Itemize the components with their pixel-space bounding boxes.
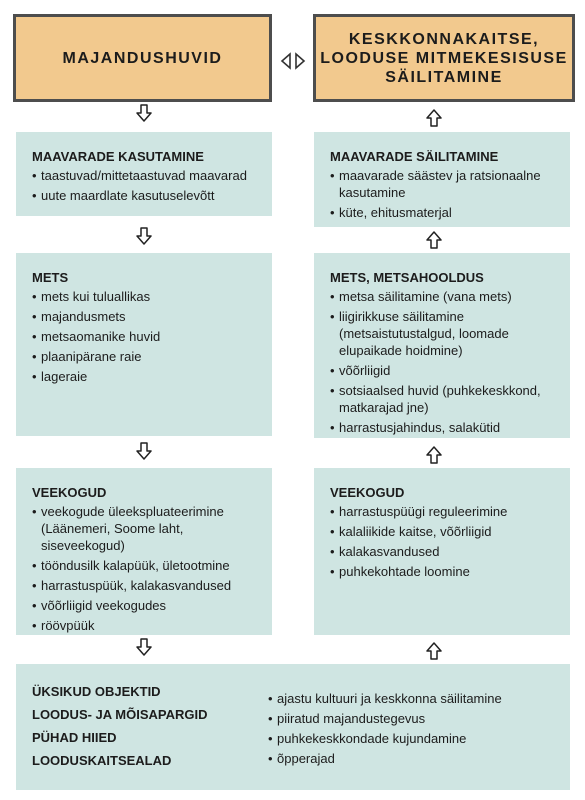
box-mineral-preservation [314,132,570,227]
box-title: VEEKOGUD [330,485,405,500]
list-item: • kalaliikide kaitse, võõrliigid [330,523,560,540]
list-item: • metsaomanike huvid [32,328,262,345]
list-item: • puhkekeskkondade kujundamine [268,730,558,747]
list-item: • metsa säilitamine (vana mets) [330,288,560,305]
bidirectional-arrow-icon [280,52,306,70]
bottom-label: PÜHAD HIIED [32,730,117,745]
list-item: • harrastuspüügi reguleerimine [330,503,560,520]
arrow-up-icon [425,231,443,249]
arrow-up-icon [425,642,443,660]
list-item: • harrastusjahindus, salakütid [330,419,560,436]
box-water-bodies-right [314,468,570,635]
list-item: • lageraie [32,368,262,385]
header-environmental-protection [313,14,575,102]
box-water-bodies-left [16,468,272,635]
arrow-down-icon [135,227,153,245]
arrow-down-icon [135,442,153,460]
header-environmental-line-3: SÄILITAMINE [385,68,503,86]
list-item: • taastuvad/mittetaastuvad maavarad [32,167,262,184]
list-item: • liigirikkuse säilitamine (metsaistutustalgud, loomade elupaikade hoidmine) [330,308,560,359]
header-economic-interests-label: MAJANDUSHUVID [62,49,223,67]
list-item: • mets kui tuluallikas [32,288,262,305]
list-item: • plaanipärane raie [32,348,262,365]
list-item: • tööndusilk kalapüük, ületootmine [32,557,262,574]
list-item: • puhkekohtade loomine [330,563,560,580]
list-item: • võõrliigid [330,362,560,379]
list-item: • õpperajad [268,750,558,767]
arrow-up-icon [425,109,443,127]
arrow-up-icon [425,446,443,464]
list-item: • kalakasvandused [330,543,560,560]
header-environmental-line-1: KESKKONNAKAITSE, [348,30,540,48]
list-item: • röövpüük [32,617,262,634]
arrow-down-icon [135,104,153,122]
bottom-label: LOODUSKAITSEALAD [32,753,172,768]
list-item: • harrastuspüük, kalakasvandused [32,577,262,594]
list-item: • sotsiaalsed huvid (puhkekeskkond, matkarajad jne) [330,382,560,416]
list-item: • võõrliigid veekogudes [32,597,262,614]
header-economic-interests [13,14,272,102]
box-title: METS [32,270,69,285]
list-item: • küte, ehitusmaterjal [330,204,560,221]
bottom-right-list [268,680,558,780]
box-title: METS, METSAHOOLDUS [330,270,484,285]
box-title: VEEKOGUD [32,485,107,500]
bottom-label: ÜKSIKUD OBJEKTID [32,684,161,699]
bottom-label: LOODUS- JA MÕISAPARGID [32,707,208,722]
box-mineral-use [16,132,272,216]
box-title: MAAVARADE SÄILITAMINE [330,149,499,164]
list-item: • veekogude üleekspluateerimine (Läänemeri, Soome laht, siseveekogud) [32,503,262,554]
list-item: • piiratud majandustegevus [268,710,558,727]
box-forest-management [314,253,570,438]
header-environmental-line-2: LOODUSE MITMEKESISUSE [320,49,568,67]
arrow-down-icon [135,638,153,656]
box-title: MAAVARADE KASUTAMINE [32,149,204,164]
list-item: • ajastu kultuuri ja keskkonna säilitamine [268,690,558,707]
box-forest [16,253,272,436]
list-item: • maavarade säästev ja ratsionaalne kasutamine [330,167,560,201]
list-item: • uute maardlate kasutuselevõtt [32,187,262,204]
list-item: • majandusmets [32,308,262,325]
